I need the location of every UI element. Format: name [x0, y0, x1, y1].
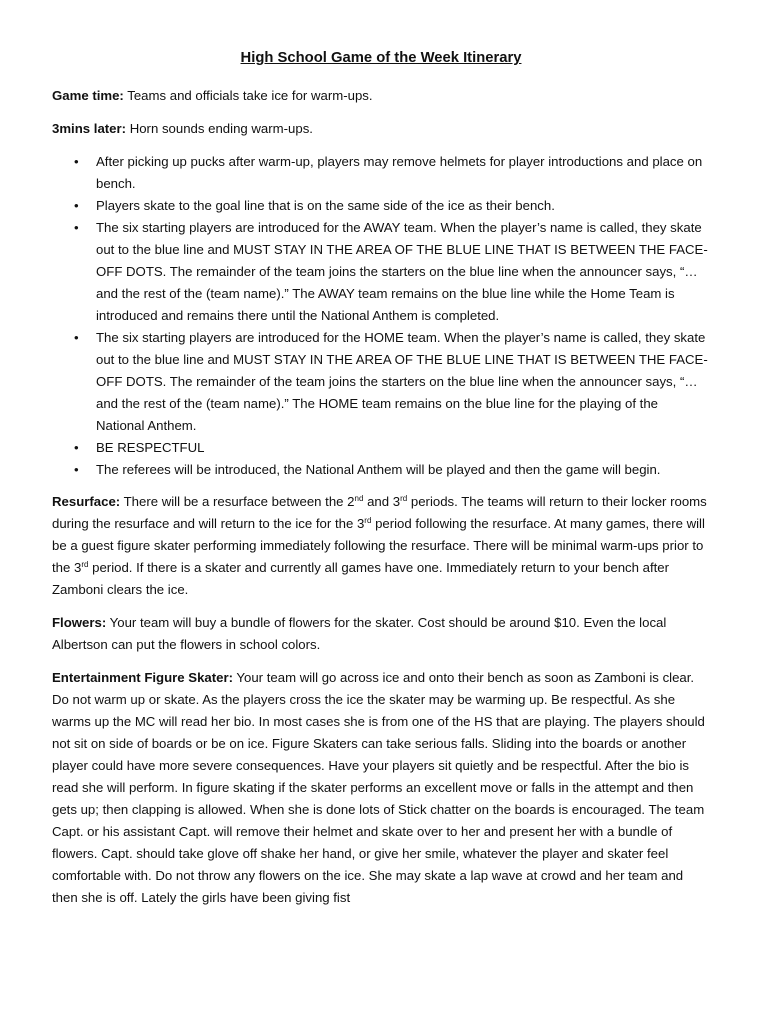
ordinal-suffix: rd [364, 516, 372, 525]
game-time-text: Teams and officials take ice for warm-ups. [123, 88, 373, 103]
bullet-item: • The six starting players are introduced for the AWAY team. When the player’s name is called, they skate out to the blue line and MUST STAY IN THE AREA OF THE BLUE LINE THAT IS BETWEEN THE FACE-OFF DOTS. The remainder of the team joins the starters on the blue line when the announcer says, “…and the rest of the (team name).” The AWAY team remains on the blue line while the Home Team is introduced and remains there until the National Anthem is completed. [96, 217, 710, 327]
ordinal-suffix: nd [354, 494, 364, 503]
resurface-text: There will be a resurface between the 2 [120, 494, 355, 509]
bullet-item: • The six starting players are introduced for the HOME team. When the player’s name is called, they skate out to the blue line and MUST STAY IN THE AREA OF THE BLUE LINE THAT IS BETWEEN THE FACE-OFF DOTS. The remainder of the team joins the starters on the blue line when the announcer says, “…and the rest of the (team name).” The HOME team remains on the blue line for the playing of the National Anthem. [96, 327, 710, 437]
bullet-item: • The referees will be introduced, the National Anthem will be played and then the game will begin. [96, 459, 710, 481]
intro-bullet-list [52, 151, 710, 481]
resurface-text: and 3 [363, 494, 401, 509]
flowers-paragraph [52, 612, 710, 656]
bullet-item: • After picking up pucks after warm-up, players may remove helmets for player introductions and place on bench. [96, 151, 710, 195]
resurface-text: period. If there is a skater and currently all games have one. Immediately return to your bench after Zamboni clears the ice. [52, 560, 670, 597]
document-title: High School Game of the Week Itinerary [240, 50, 522, 66]
entertainment-paragraph [52, 667, 710, 909]
resurface-paragraph [52, 491, 710, 601]
flowers-label: Flowers: [52, 615, 107, 630]
resurface-label: Resurface: [52, 494, 121, 509]
entertainment-label: Entertainment Figure Skater: [52, 670, 233, 685]
resurface-text: periods. The teams will return to their locker rooms during the resurface and will return to the ice for the 3 [52, 494, 707, 531]
three-mins-paragraph [52, 118, 710, 140]
bullet-item: • Players skate to the goal line that is on the same side of the ice as their bench. [96, 195, 710, 217]
entertainment-text: Your team will go across ice and onto their bench as soon as Zamboni is clear. Do not warm up or skate. As the players cross the ice the skater may be warming up. Be respectful. As she warms up the MC will read her bio. In most cases she is from one of the HS that are playing. The players should not sit on side of boards or be on ice. Figure Skaters can take serious falls. Sliding into the boards or another player could have more severe consequences. Have your players sit quietly and be respectful. After the bio is read she will perform. In figure skating if the skater performs an excellent move or falls in the attempt and then gets up; then clapping is allowed. When she is done lots of Stick chatter on the boards is encouraged. The team Capt. or his assistant Capt. will remove their helmet and skate over to her and present her with a bundle of flowers. Capt. should take glove off shake her hand, or give her smile, whatever the player and skater feel comfortable with. Do not throw any flowers on the ice. She may skate a lap wave at crowd and her team and then she is off. Lately the girls have been giving fist [52, 670, 705, 905]
game-time-paragraph [52, 85, 710, 107]
ordinal-suffix: rd [81, 560, 89, 569]
game-time-label: Game time: [52, 88, 124, 103]
three-mins-label: 3mins later: [52, 121, 127, 136]
ordinal-suffix: rd [400, 494, 408, 503]
resurface-text: period following the resurface. At many games, there will be a guest figure skater performing immediately following the resurface. There will be minimal warm-ups prior to the 3 [52, 516, 705, 575]
flowers-text: Your team will buy a bundle of flowers for the skater. Cost should be around $10. Even the local Albertson can put the flowers in school colors. [52, 615, 667, 652]
three-mins-text: Horn sounds ending warm-ups. [126, 121, 313, 136]
bullet-item: • BE RESPECTFUL [96, 437, 710, 459]
